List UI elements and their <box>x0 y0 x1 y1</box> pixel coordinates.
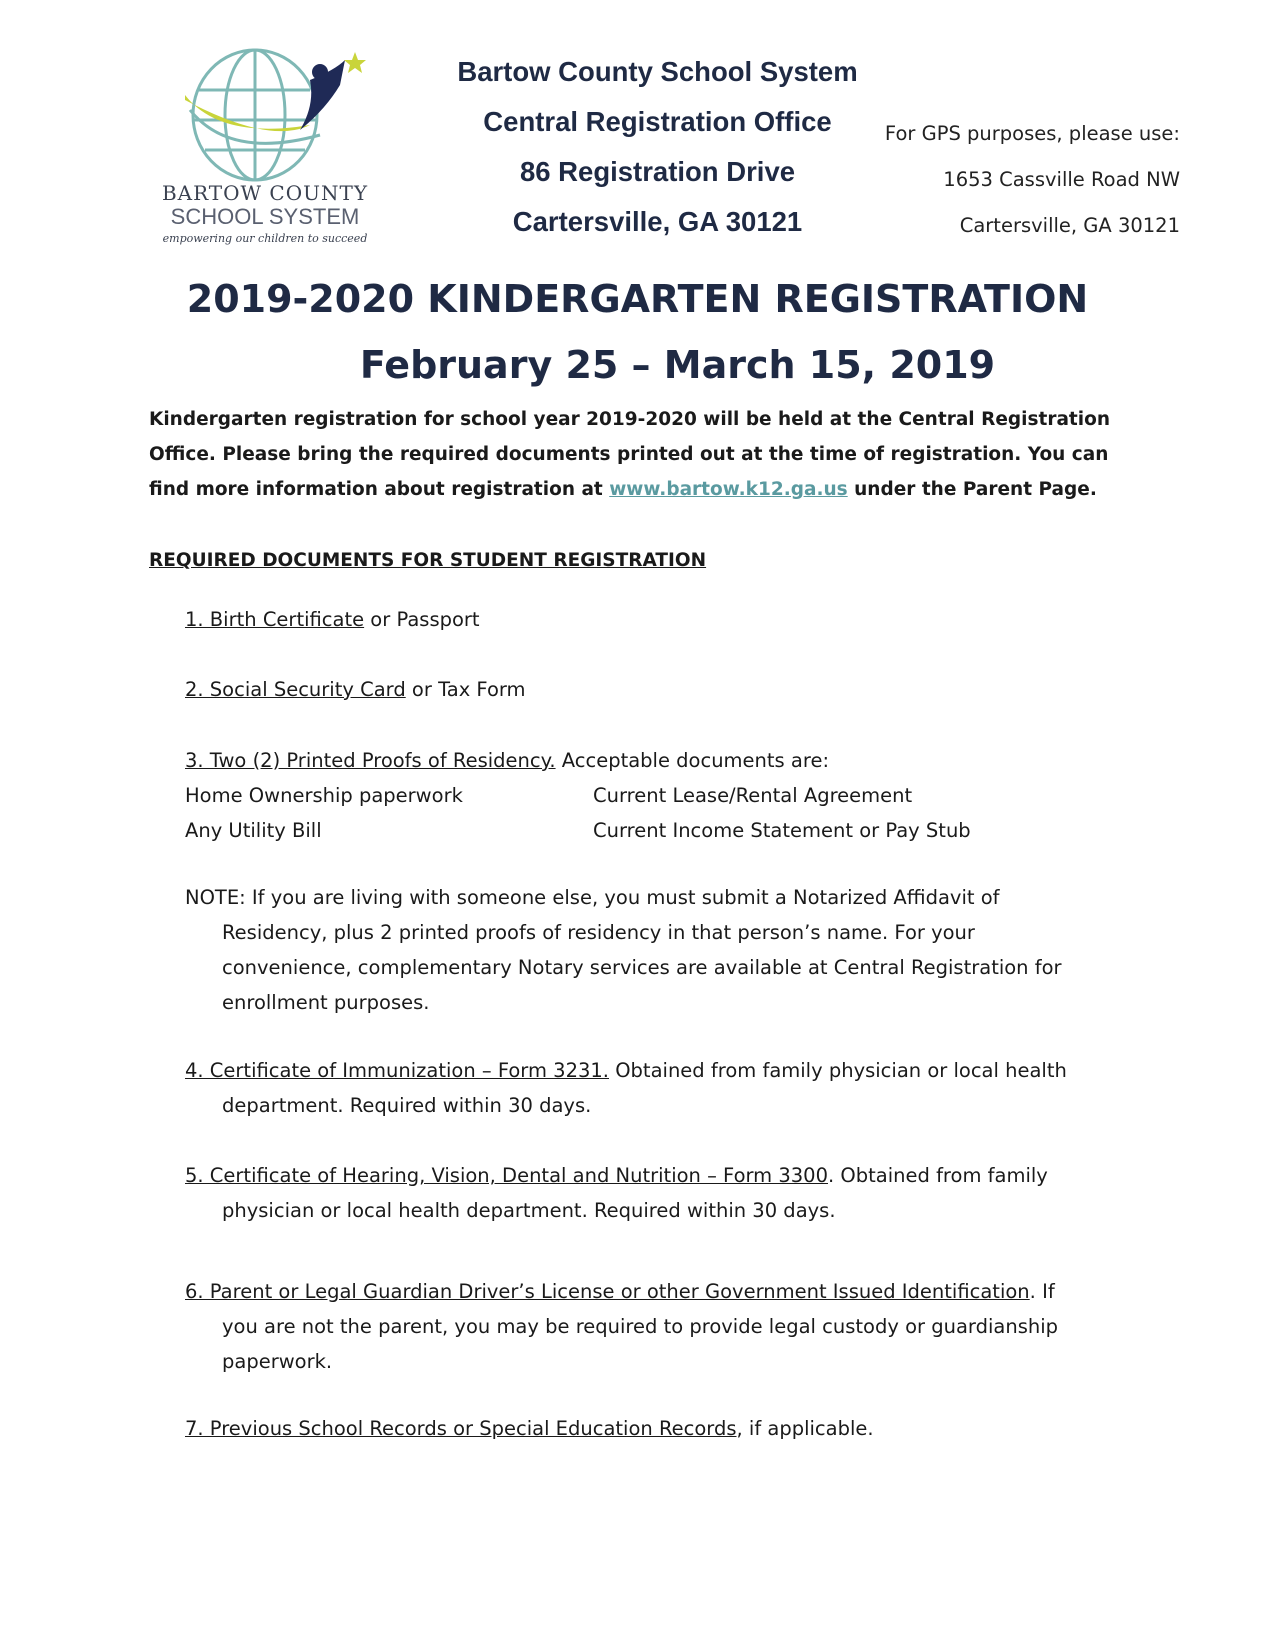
list-item <box>185 1158 1135 1228</box>
item-text: Obtained from family physician or local health <box>609 1059 1067 1082</box>
list-item <box>185 1053 1135 1123</box>
logo-name-line2: SCHOOL SYSTEM <box>170 204 360 229</box>
item-text-cont: you are not the parent, you may be required to provide legal custody or guardianship <box>222 1315 1059 1338</box>
item-text-cont: department. Required within 30 days. <box>222 1094 592 1117</box>
item-title: 4. Certificate of Immunization – Form 3231. <box>185 1059 609 1082</box>
item-text: . If <box>1029 1280 1055 1303</box>
item-text: or Tax Form <box>405 678 526 701</box>
intro-text: Kindergarten registration for school year 2019-2020 will be held at the Central Registration Office. Please bring the required documents printed out at the time of registration. You can find more information about registration at <box>149 409 1110 500</box>
doc-lease: Current Lease/Rental Agreement <box>593 784 913 807</box>
page-title: 2019-2020 KINDERGARTEN REGISTRATION <box>186 277 1089 321</box>
star-icon <box>344 52 366 73</box>
list-item <box>185 602 480 637</box>
intro-paragraph <box>149 402 1149 507</box>
item-title: 2. Social Security Card <box>185 678 406 701</box>
header-line-2: Central Registration Office <box>483 106 832 137</box>
gps-line-1: For GPS purposes, please use: <box>884 122 1180 145</box>
note-line: enrollment purposes. <box>222 991 430 1014</box>
item-text: . Obtained from family <box>828 1164 1048 1187</box>
list-item <box>185 1411 874 1446</box>
list-item <box>185 672 526 707</box>
list-item <box>185 743 1135 848</box>
residency-note <box>185 880 1135 1020</box>
item-title: 3. Two (2) Printed Proofs of Residency. <box>185 749 556 772</box>
gps-line-2: 1653 Cassville Road NW <box>943 168 1180 191</box>
note-line: NOTE: If you are living with someone else, you must submit a Notarized Affidavit of <box>185 886 1000 909</box>
item-text: or Passport <box>364 608 480 631</box>
registration-dates: February 25 – March 15, 2019 <box>359 343 996 387</box>
note-line: convenience, complementary Notary services are available at Central Registration for <box>222 956 1062 979</box>
doc-income-statement: Current Income Statement or Pay Stub <box>593 819 971 842</box>
doc-home-ownership: Home Ownership paperwork <box>185 784 463 807</box>
header-line-3: 86 Registration Drive <box>519 156 796 187</box>
note-line: Residency, plus 2 printed proofs of residency in that person’s name. For your <box>222 921 975 944</box>
logo-tagline: empowering our children to succeed <box>162 232 368 245</box>
header-line-1: Bartow County School System <box>457 56 858 87</box>
header-line-4: Cartersville, GA 30121 <box>512 206 803 237</box>
item-title: 1. Birth Certificate <box>185 608 365 631</box>
item-title: 6. Parent or Legal Guardian Driver’s License or other Government Issued Identification <box>185 1280 1030 1303</box>
graduate-head <box>312 64 328 80</box>
logo-name-line1: BARTOW COUNTY <box>161 181 369 205</box>
item-text: , if applicable. <box>736 1417 874 1440</box>
item-text-cont: physician or local health department. Required within 30 days. <box>222 1199 836 1222</box>
gps-line-3: Cartersville, GA 30121 <box>959 214 1180 237</box>
item-text-cont: paperwork. <box>222 1350 333 1373</box>
item-title: 7. Previous School Records or Special Education Records <box>185 1417 737 1440</box>
website-link[interactable]: www.bartow.k12.ga.us <box>609 479 848 500</box>
intro-text-end: under the Parent Page. <box>847 479 1097 500</box>
item-text: Acceptable documents are: <box>555 749 830 772</box>
required-documents-heading: REQUIRED DOCUMENTS FOR STUDENT REGISTRATION <box>149 550 707 571</box>
doc-utility-bill: Any Utility Bill <box>185 819 322 842</box>
item-title: 5. Certificate of Hearing, Vision, Dental and Nutrition – Form 3300 <box>185 1164 828 1187</box>
list-item <box>185 1274 1135 1379</box>
